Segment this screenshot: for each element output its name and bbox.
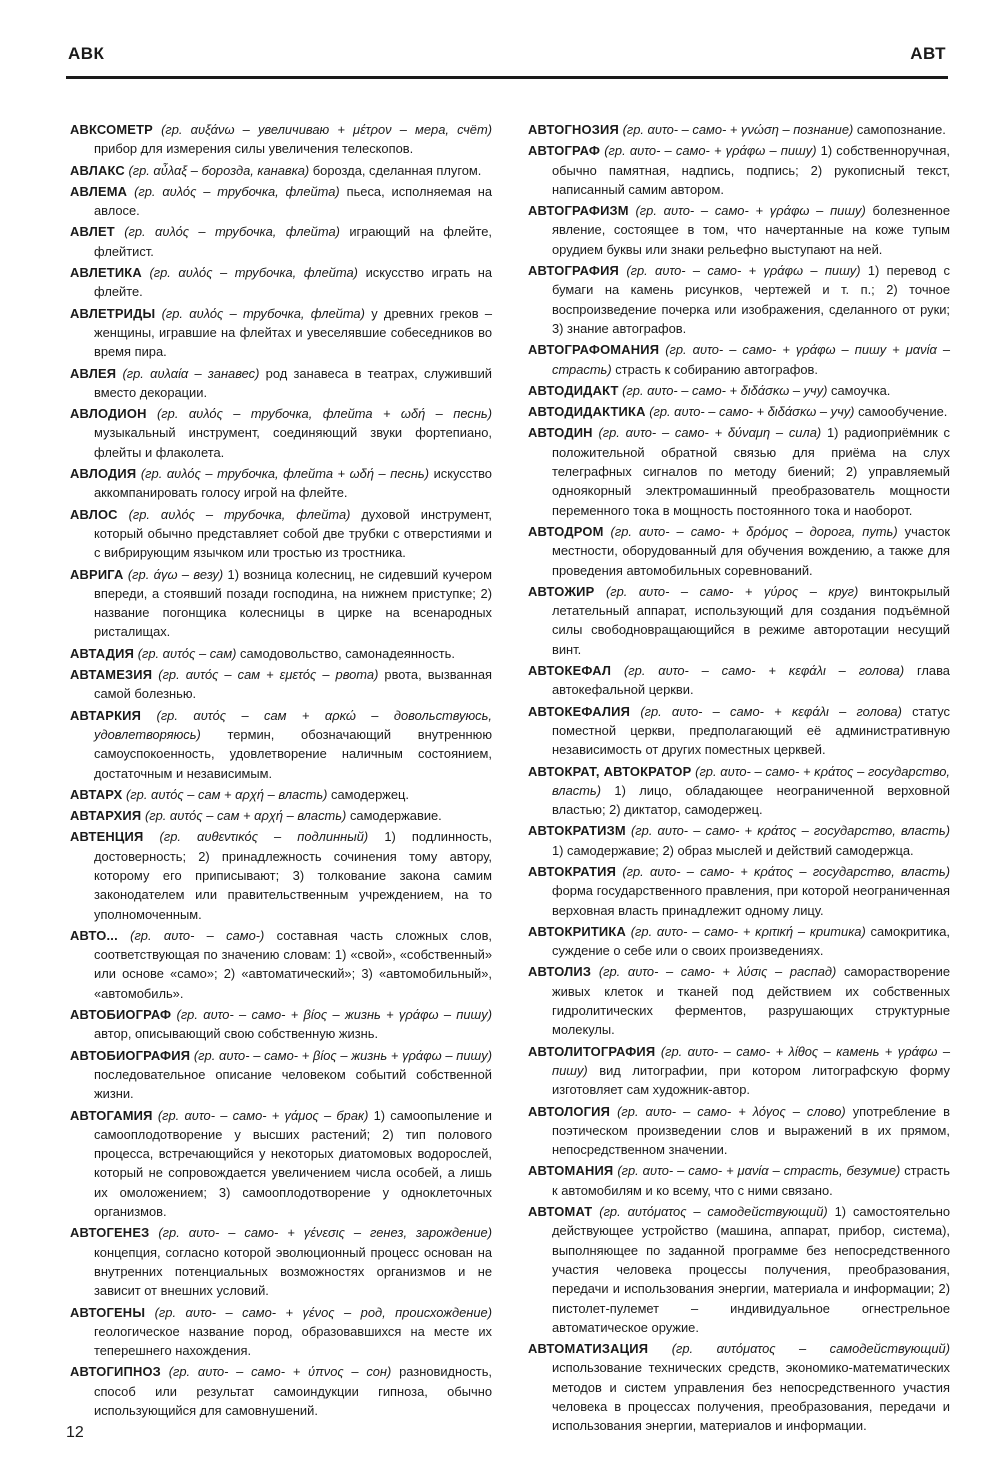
entry-etymology: (гр. αυλός – трубочка, флейта) [124,224,340,240]
entry-definition: самодержец. [331,786,409,802]
entry-etymology: (гр. αυτο- – само- + λίθος – камень + γράφω – пишу) [552,1043,950,1078]
left-column [70,120,492,1422]
entry-definition: искусство играть на флейте. [94,265,492,300]
entry-definition: употребление в поэтическом произведении слов и выражений в их прямом, непосредственном значении. [552,1103,950,1158]
dictionary-entry [70,644,492,663]
entry-headword: АВТОБИОГРАФ [70,1007,172,1023]
dictionary-entry [70,1005,492,1044]
entry-headword: АВЛОС [70,506,118,522]
dictionary-entry [528,201,950,259]
entry-etymology: (гр. αυτο- – само- + λόγος – слово) [617,1103,846,1119]
entry-etymology: (гр. αυθεντικός – подлинный) [159,829,369,845]
entry-etymology: (гр. άγω – везу) [127,566,224,582]
entry-definition: духовой инструмент, который обычно представляет собой две трубки с отверстиями и с вибрирующим язычком или тростью из тростника. [94,506,492,561]
header-rule [66,76,948,79]
entry-etymology: (гр. αὖλαξ – борозда, канавка) [128,162,310,178]
entry-definition: 1) самоопыление и самооплодотворение у высших растений; 2) тип полового процесса, встречающийся у некоторых диатомовых водорослей, который не сопровождается увеличением числа особей, а лишь их омоложением; 3) самооплодотворение у одноклеточных организмов. [94,1107,492,1220]
entry-headword: АВТОГРАФИЗМ [528,203,629,219]
right-column [528,120,950,1438]
entry-headword: АВТОКРИТИКА [528,923,626,939]
entry-headword: АВЛОДИОН [70,406,147,422]
entry-etymology: (гр. αυτο- – само- + κεφάλι – голова) [624,663,905,679]
entry-definition: разновидность, способ или результат самоиндукции гипноза, обычно использующийся для самовнушений. [94,1364,492,1418]
entry-headword: АВЛЕМА [70,183,128,199]
dictionary-entry [70,706,492,783]
entry-etymology: (гр. αυτόματος – самодействующий) [671,1341,950,1357]
entry-etymology: (гр. αυτο- – само- + δύναμη – сила) [598,425,822,441]
entry-definition: у древних греков – женщины, игравшие на флейтах и увеселявшие собеседников во время пира. [94,305,492,360]
entry-etymology: (гр. αυτο- – само- + μανία – страсть, безумие) [617,1163,901,1179]
entry-definition: рвота, вызванная самой болезнью. [94,667,492,702]
entry-etymology: (гр. αυτο- – само- + γάμος – брак) [157,1107,369,1123]
entry-headword: АВТО... [70,927,118,943]
dictionary-entry [70,182,492,221]
entry-etymology: (гр. αυλός – трубочка, флейта + ωδή – песнь) [140,466,430,482]
entry-headword: АВТОЛИТОГРАФИЯ [528,1043,656,1059]
dictionary-entry [528,423,950,519]
entry-headword: АВТОКЕФАЛИЯ [528,703,631,719]
entry-headword: АВТОДИДАКТ [528,382,619,398]
entry-headword: АВТАРХ [70,786,123,802]
entry-definition: вид литографии, при котором литографскую форму изготовляет сам художник-автор. [552,1062,950,1098]
dictionary-entry [70,505,492,563]
entry-headword: АВТОДИДАКТИКА [528,404,646,420]
entry-etymology: (гр. αυτο- – само- + γράφω – пишу) [604,143,817,159]
entry-definition: 1) перевод с бумаги на камень рисунков, чертежей и т. п.; 2) точное воспроизведение почерка или изображения, сделанного от руки; 3) знание автографов. [552,263,950,336]
entry-definition: статус поместной церкви, предполагающий её административную независимость от других поместных церквей. [552,703,950,758]
entry-definition: борозда, сделанная плугом. [312,162,482,178]
entry-definition: 1) подлинность, достоверность; 2) принадлежность сочинения тому автору, которому его приписывают; 3) толкование закона самим законодателем или правительственным учреждением, на то уполномоченным. [94,829,493,922]
dictionary-entry [528,1042,950,1100]
dictionary-entry [70,665,492,704]
entry-definition: форма государственного правления, при которой неограниченная верховная власть принадлежит одному лицу. [552,883,950,918]
dictionary-entry [528,1202,950,1337]
entry-etymology: (гр. αυλός – трубочка, флейта + ωδή – песнь) [157,406,492,422]
entry-etymology: (гр. αυτο- – само- + γράφω – пишу) [635,203,866,219]
entry-etymology: (гр. αυλός – трубочка, флейта) [128,506,351,522]
entry-headword: АВТОГРАФОМАНИЯ [528,342,660,358]
dictionary-entry [528,702,950,760]
entry-etymology: (гр. αυτο- – само- + κεφάλι – голова) [640,703,902,719]
entry-etymology: (гр. αυτός – сам + αρκώ – довольствуюсь, удовлетворяюсь) [94,707,492,742]
dictionary-entry [70,1223,492,1300]
entry-headword: АВТАМЕЗИЯ [70,667,153,683]
entry-headword: АВТОГЕНЕЗ [70,1225,150,1241]
entry-headword: АВТОЛОГИЯ [528,1103,611,1119]
entry-headword: АВЛЕТ [70,224,115,240]
entry-definition: самопознание. [856,122,946,137]
entry-headword: АВКСОМЕТР [70,122,153,137]
entry-headword: АВТЕНЦИЯ [70,829,144,845]
dictionary-entry [70,827,492,923]
entry-headword: АВТАДИЯ [70,645,135,661]
dictionary-entry [70,222,492,261]
entry-definition: играющий на флейте, флейтист. [94,224,493,259]
dictionary-entry [528,922,950,961]
entry-definition: 1) возница колесниц, не сидевший кучером впереди, а стоявший позади господина, на нижнем приступке; 2) название погонщика колесницы в цирке на всенародных ристалищах. [94,566,492,640]
dictionary-entry [528,821,950,860]
entry-definition: самообучение. [858,404,948,420]
entry-headword: АВЛЕТИКА [70,265,142,281]
entry-headword: АВТОЛИЗ [528,964,592,980]
dictionary-entry [70,263,492,302]
dictionary-entry [70,120,492,159]
entry-definition: последовательное описание человеком событий собственной жизни. [94,1066,492,1102]
entry-headword: АВТОГРАФ [528,143,601,159]
entry-etymology: (гр. αυτο- – само- + γύρος – круг) [605,583,859,599]
entry-etymology: (гр. αυτο- – само- + διδάσκω – учу) [622,382,828,398]
entry-definition: 1) радиоприёмник с положительной обратной связью для приёма на слух телеграфных сигналов по методу биений; 2) управляемый одноякорный электромашинный преобразователь мощности переменного тока в мощность постоянного тока и наоборот. [552,425,950,518]
entry-headword: АВТОМАТИЗАЦИЯ [528,1341,649,1357]
entry-definition: болезненное явление, состоящее в том, что начертанные на коже тупым орудием буквы или знаки рельефно выступают на ней. [552,203,950,257]
dictionary-entry [70,404,492,462]
dictionary-entry [70,926,492,1003]
entry-definition: использование технических средств, экономико-математических методов и систем управления без непосредственного участия человека в процессах получения, преобразования, передачи и использования энергии, материалов и информации. [552,1360,950,1434]
entry-headword: АВЛОДИЯ [70,466,137,482]
entry-headword: АВТОГРАФИЯ [528,263,619,279]
entry-etymology: (гр. αυτο- – само- + ύπνος – сон) [168,1364,392,1380]
entry-headword: АВТОМАТ [528,1204,593,1220]
entry-definition: искусство аккомпанировать голосу игрой на флейте. [94,466,492,501]
dictionary-entry [528,762,950,820]
entry-definition: самокритика, суждение о себе или о своих произведениях. [552,923,950,959]
entry-definition: автор, описывающий свою собственную жизнь. [94,1026,379,1042]
entry-definition: музыкальный инструмент, соединяющий звуки фортепиано, флейты и флаколета. [94,425,492,460]
entry-etymology: (гр. αυτο- – само- + κράτος – государство, власть) [552,763,950,798]
entry-definition: глава автокефальной церкви. [552,663,950,698]
dictionary-entry [70,785,492,804]
entry-etymology: (гр. αυτός – сам + εμετός – рвота) [158,667,379,683]
dictionary-entry [70,1362,492,1420]
entry-etymology: (гр. αυτός – сам + αρχή – власть) [126,786,328,802]
entry-definition: самодовольство, самонадеянность. [240,645,455,661]
dictionary-entry [70,806,492,825]
entry-headword: АВТОКРАТИЯ [528,863,617,879]
entry-etymology: (гр. αυτο- – само- + βίος – жизнь + γράφω – пишу) [176,1007,492,1023]
entry-etymology: (гр. αυλός – трубочка, флейта) [149,265,358,281]
entry-etymology: (гр. αυτο- – само- + βίος – жизнь + γράφω – пишу) [193,1047,492,1063]
dictionary-entry [528,381,950,400]
dictionary-entry [70,1303,492,1361]
dictionary-entry [528,1339,950,1435]
entry-definition: участок местности, оборудованный для обучения вождению, а также для проведения автомобильных соревнований. [552,523,950,578]
entry-headword: АВТОКРАТ, АВТОКРАТОР [528,763,692,779]
dictionary-entry [70,1046,492,1104]
entry-etymology: (гр. αυξάνω – увеличиваю + μέτρον – мера, счёт) [161,122,492,137]
entry-etymology: (гр. αυτο- – само- + γένος – род, происхождение) [154,1304,492,1320]
entry-definition: 1) лицо, обладающее неограниченной верховной властью; 2) диктатор, самодержец. [552,782,950,818]
dictionary-entry [528,962,950,1039]
entry-definition: 1) самодержавие; 2) образ мыслей и действий самодержца. [552,842,914,858]
dictionary-entry [528,141,950,199]
entry-etymology: (гр. αυλός – трубочка, флейта) [134,183,340,199]
entry-etymology: (гр. αυτο- – само- + κράτος – государство, власть) [631,823,950,839]
entry-definition: род занавеса в театрах, служивший вместо декорации. [94,365,492,400]
entry-definition: 1) самостоятельно действующее устройство (машина, аппарат, прибор, система), выполняющее по заданной программе без непосредственного участия человека процессы получения, преобразования, передачи и использования энергии, материала и информации; 2) пистолет-пулемет – индивидуальное огнестрельное автоматическое оружие. [552,1204,950,1335]
entry-definition: геологическое название пород, образовавшихся на месте их теперешнего нахождения. [94,1323,492,1359]
entry-headword: АВТОКЕФАЛ [528,663,612,679]
entry-headword: АВЛАКС [70,162,125,178]
entry-etymology: (гр. αυτο- – само- + γράφω – пишу + μανία – страсть) [552,342,950,377]
entry-headword: АВТАРХИЯ [70,808,142,824]
entry-definition: концепция, согласно которой эволюционный процесс основан на внутренних потенциальных возможностях организмов и не зависит от внешних условий. [94,1244,492,1299]
entry-etymology: (гр. αυτο- – само- + λύσις – распад) [598,964,837,980]
dictionary-entry [528,261,950,338]
entry-headword: АВТОГИПНОЗ [70,1364,161,1380]
entry-definition: самодержавие. [349,808,442,824]
entry-headword: АВТОЖИР [528,583,595,599]
dictionary-entry [528,1161,950,1200]
entry-definition: термин, обозначающий внутреннюю самоуспокоенность, удовлетворение наличным состоянием, достаточным и независимым. [94,726,492,781]
entry-etymology: (гр. αυτόματος – самодействующий) [599,1204,828,1220]
page-number: 12 [66,1424,84,1441]
entry-definition: прибор для измерения силы увеличения телескопов. [94,141,414,157]
entry-headword: АВТОГЕНЫ [70,1304,146,1320]
entry-headword: АВТОДРОМ [528,523,604,539]
entry-etymology: (гр. αυτο- – само- + κράτος – государство, власть) [622,863,950,879]
dictionary-entry [528,1102,950,1160]
dictionary-entry [528,661,950,700]
entry-definition: страсть к автомобилям и ко всему, что с ними связано. [552,1163,950,1198]
entry-headword: АВРИГА [70,566,124,582]
entry-headword: АВТОГНОЗИЯ [528,122,619,137]
running-header-left: АВК [68,44,105,63]
entry-definition: винтокрылый летательный аппарат, использующий для создания подъёмной силы свободновращающийся в режиме авторотации несущий винт. [552,583,950,657]
entry-definition: страсть к собиранию автографов. [615,361,818,377]
entry-etymology: (гр. αυλός – трубочка, флейта) [161,305,365,321]
dictionary-entry [528,582,950,659]
dictionary-entry [70,161,492,180]
entry-etymology: (гр. αυτο- – само- + γένεσις – генез, зарождение) [158,1225,492,1241]
dictionary-entry [70,464,492,503]
dictionary-entry [528,862,950,920]
entry-headword: АВТАРКИЯ [70,707,142,723]
entry-definition: пьеса, исполняемая на авлосе. [94,183,492,219]
entry-definition: 1) собственноручная, обычно памятная, надпись, подпись; 2) рукописный текст, написанный самим автором. [552,143,950,197]
entry-headword: АВТОМАНИЯ [528,1163,614,1179]
entry-headword: АВЛЕЯ [70,365,117,381]
dictionary-entry [528,522,950,580]
dictionary-entry [70,565,492,642]
entry-etymology: (гр. αυτο- – само- + γράφω – пишу) [626,263,861,279]
entry-headword: АВТОГАМИЯ [70,1107,153,1123]
entry-headword: АВТОДИН [528,425,593,441]
dictionary-entry [70,304,492,362]
entry-definition: саморастворение живых клеток и тканей под действием их собственных гидролитических ферментов, разрушающих структурные молекулы. [552,964,950,1038]
entry-etymology: (гр. αυτός – сам) [137,645,237,661]
entry-etymology: (гр. αυτός – сам + αρχή – власть) [144,808,347,824]
entry-definition: самоучка. [831,382,891,398]
dictionary-entry [528,340,950,379]
dictionary-entry [70,1106,492,1222]
entry-definition: составная часть сложных слов, соответствующая по значению словам: 1) «свой», «собственный» или основе «само»; 2) «автоматический»; 3) «автомобильный», «автомобиль». [94,927,492,1001]
entry-etymology: (гр. αυτο- – само- + γνώση – познание) [622,122,854,137]
dictionary-entry [528,402,950,421]
entry-etymology: (гр. αυτο- – само- + κριτική – критика) [630,923,866,939]
dictionary-entry [528,120,950,139]
entry-etymology: (гр. αυτο- – само-) [130,927,265,943]
entry-etymology: (гр. αυτο- – само- + δρόμος – дорога, путь) [610,523,898,539]
entry-headword: АВЛЕТРИДЫ [70,305,156,321]
entry-etymology: (гр. αυλαία – занавес) [122,365,260,381]
running-header-right: АВТ [910,44,946,63]
entry-headword: АВТОКРАТИЗМ [528,823,626,839]
entry-headword: АВТОБИОГРАФИЯ [70,1047,191,1063]
dictionary-entry [70,364,492,403]
entry-etymology: (гр. αυτο- – само- + διδάσκω – учу) [649,404,855,420]
